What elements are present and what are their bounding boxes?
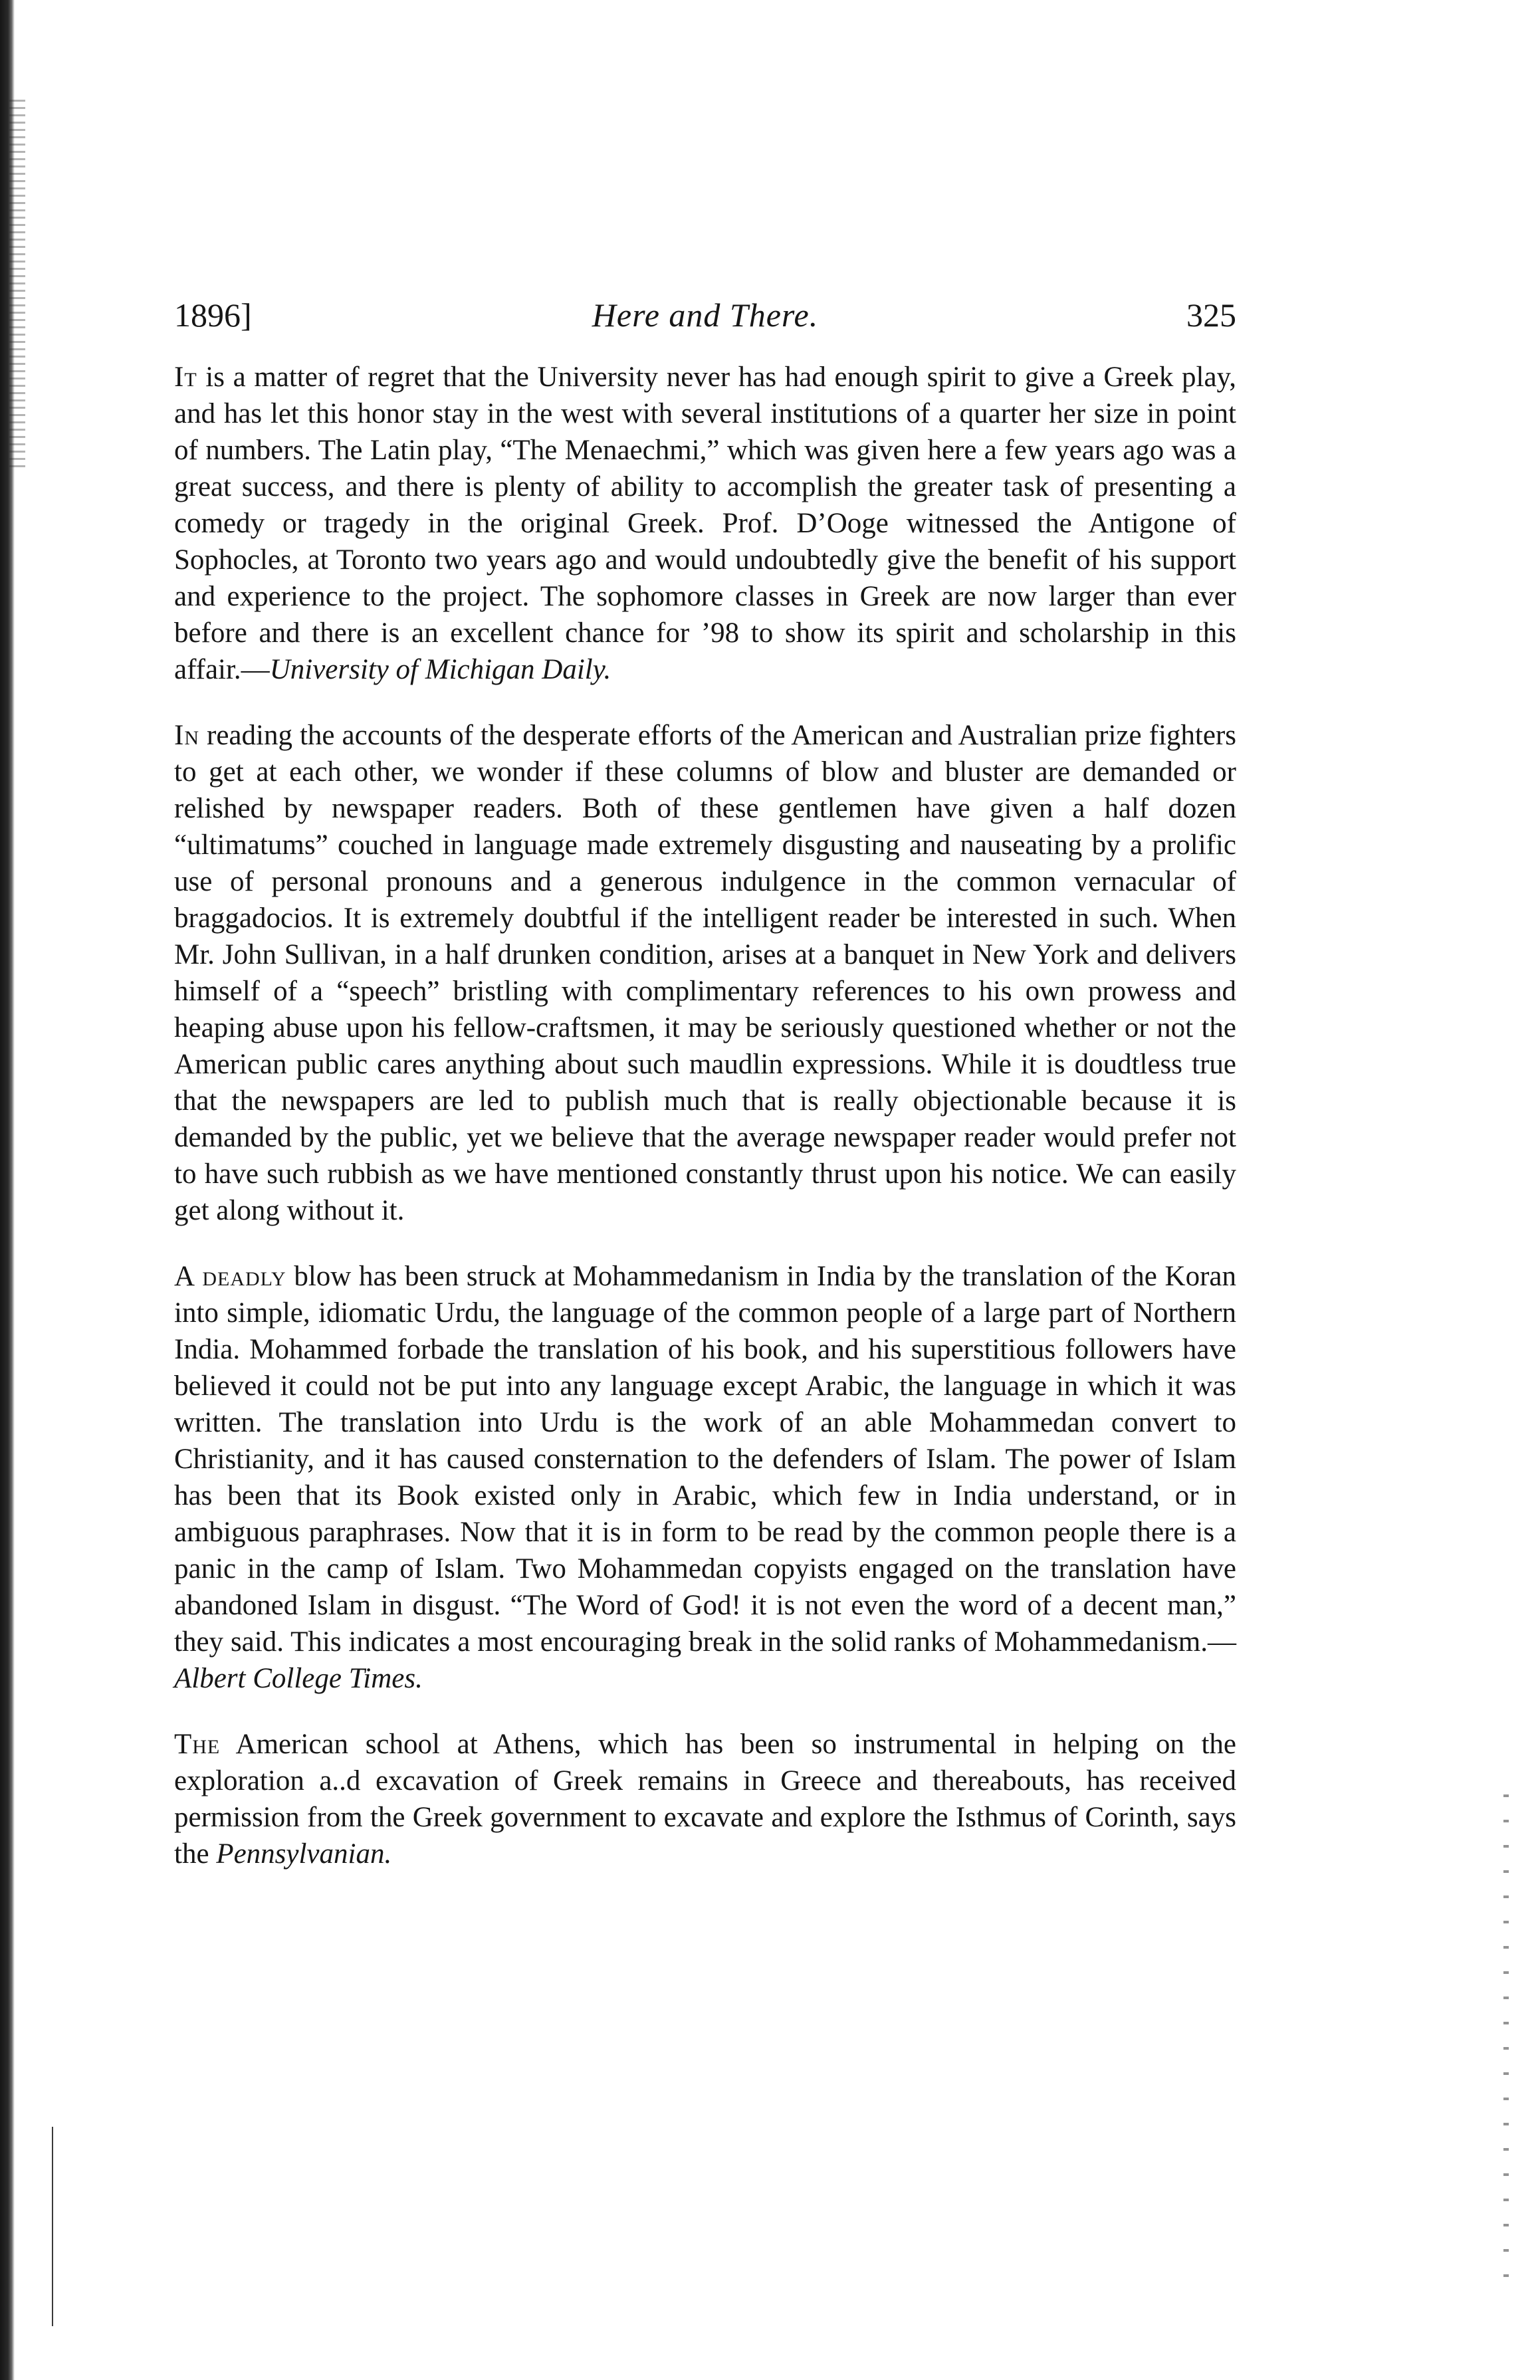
paragraph-lead: A deadly — [174, 1261, 286, 1292]
header-year: 1896] — [174, 296, 252, 334]
paragraph-greek-play — [174, 359, 1236, 688]
paragraph-source: Pennsylvanian. — [216, 1838, 392, 1870]
paragraph-text: reading the accounts of the desperate efforts of the American and Australian prize fighters to get at each other, we wonder if these columns of blow and bluster are demanded or relished by newspaper readers. Both of these gentlemen have given a half dozen “ultimatums” couched in language made extremely disgusting and nauseating by a prolific use of personal pronouns and a generous indulgence in the common vernacular of braggadocios. It is extremely doubtful if the intelligent reader be interested in such. When Mr. John Sullivan, in a half drunken condition, arises at a banquet in New York and delivers himself of a “speech” bristling with complimentary references to his own prowess and heaping abuse upon his fellow-craftsmen, it may be seriously questioned whether or not the American public cares anything about such maudlin expressions. While it is doudtless true that the newspapers are led to publish much that is really objectionable because it is demanded by the public, yet we believe that the average newspaper reader would prefer not to have such rubbish as we have mentioned constantly thrust upon his notice. We can easily get along without it. — [174, 720, 1236, 1226]
page-number: 325 — [1186, 296, 1236, 334]
paragraph-koran-translation — [174, 1258, 1236, 1697]
paragraph-text: American school at Athens, which has been so instrumental in helping on the exploration a..d excavation of Greek remains in Greece and thereabouts, has received permission from the Greek government to excavate and explore the Isthmus of Corinth, says the — [174, 1729, 1236, 1870]
paragraph-text: is a matter of regret that the University never has had enough spirit to give a Greek play, and has let this honor stay in the west with several institutions of a quarter her size in point of numbers. The Latin play, “The Menaechmi,” which was given here a few years ago was a great success, and there is plenty of ability to accomplish the greater task of presenting a comedy or tragedy in the original Greek. Prof. D’Ooge witnessed the Antigone of Sophocles, at Toronto two years ago and would undoubtedly give the benefit of his support and experience to the project. The sophomore classes in Greek are now larger than ever before and there is an excellent chance for ’98 to show its spirit and scholarship in this affair.— — [174, 362, 1236, 685]
paragraph-lead: It — [174, 362, 197, 393]
paragraph-source: Albert College Times. — [174, 1663, 423, 1694]
paragraph-lead: In — [174, 720, 199, 751]
paragraph-prize-fighters — [174, 717, 1236, 1229]
paragraph-text: blow has been struck at Mohammedanism in India by the translation of the Koran into simple, idiomatic Urdu, the language of the common people of a large part of Northern India. Mohammed forbade the translation of his book, and his superstitious followers have believed it could not be put into any language except Arabic, the language in which it was written. The translation into Urdu is the work of an able Mohammedan convert to Christianity, and it has caused consternation to the defenders of Islam. The power of Islam has been that its Book existed only in Arabic, which few in India understand, or in ambiguous paraphrases. Now that it is in form to be read by the common people there is a panic in the camp of Islam. Two Mohammedan copyists engaged on the translation have abandoned Islam in disgust. “The Word of God! it is not even the word of a decent man,” they said. This indicates a most encouraging break in the solid ranks of Mohammedanism.— — [174, 1261, 1236, 1658]
page-body — [174, 359, 1236, 1901]
margin-rule — [52, 2127, 53, 2326]
header-title: Here and There. — [592, 296, 819, 334]
paragraph-source: University of Michigan Daily. — [269, 654, 611, 685]
margin-specks — [1503, 1794, 1509, 2300]
binding-speckle — [9, 100, 25, 472]
running-header — [174, 296, 1236, 349]
paragraph-lead: The — [174, 1729, 221, 1760]
paragraph-athens-school — [174, 1726, 1236, 1872]
